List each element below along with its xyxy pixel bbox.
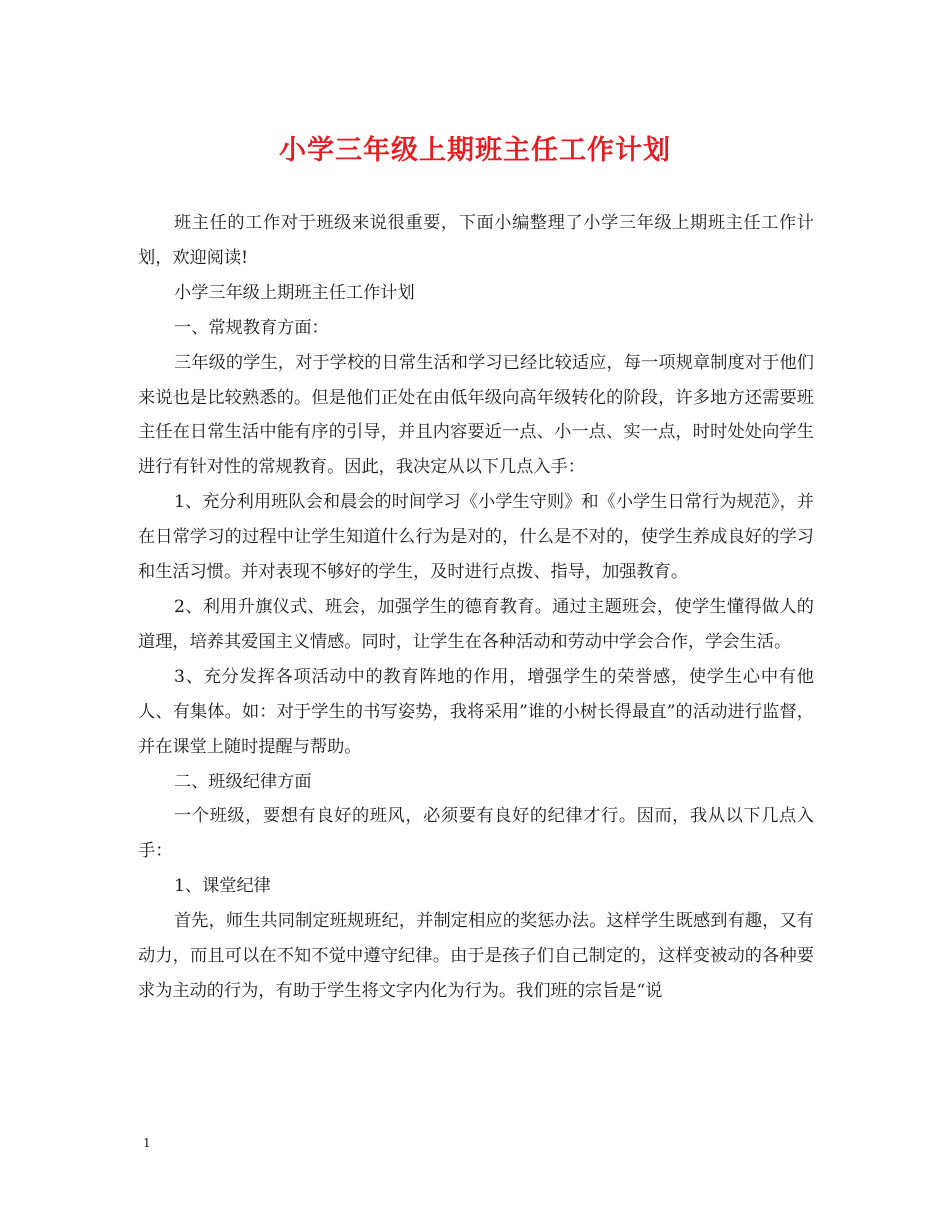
document-body bbox=[138, 206, 814, 1009]
list-item-paragraph: 1、充分利用班队会和晨会的时间学习《小学生守则》和《小学生日常行为规范》，并在日常学习的过程中让学生知道什么行为是对的，什么是不对的，使学生养成良好的学习和生活习惯。并对表现不够好的学生，及时进行点拨、指导，加强教育。 bbox=[138, 492, 814, 583]
subtitle-paragraph: 小学三年级上期班主任工作计划 bbox=[174, 282, 415, 303]
body-paragraph: 一个班级，要想有良好的班风，必须要有良好的纪律才行。因而，我从以下几点入手： bbox=[138, 806, 814, 862]
body-paragraph: 首先，师生共同制定班规班纪，并制定相应的奖惩办法。这样学生既感到有趣，又有动力，而且可以在不知不觉中遵守纪律。由于是孩子们自己制定的，这样变被动的各种要求为主动的行为，有助于学生将文字内化为行为。我们班的宗旨是“说 bbox=[138, 911, 814, 1001]
document-title: 小学三年级上期班主任工作计划 bbox=[279, 135, 671, 166]
subsection-heading-classroom-discipline: 1、课堂纪律 bbox=[174, 876, 271, 897]
list-item-paragraph: 2、利用升旗仪式、班会，加强学生的德育教育。通过主题班会，使学生懂得做人的道理，培养其爱国主义情感。同时，让学生在各种活动和劳动中学会合作，学会生活。 bbox=[138, 596, 814, 652]
section-heading-class-discipline: 二、班级纪律方面 bbox=[174, 771, 312, 792]
list-item-paragraph: 3、充分发挥各项活动中的教育阵地的作用，增强学生的荣誉感，使学生心中有他人、有集体。如：对于学生的书写姿势，我将采用”谁的小树长得最直”的活动进行监督，并在课堂上随时提醒与帮助。 bbox=[138, 666, 814, 757]
page-number: 1 bbox=[143, 1136, 151, 1150]
body-paragraph: 三年级的学生，对于学校的日常生活和学习已经比较适应，每一项规章制度对于他们来说也是比较熟悉的。但是他们正处在由低年级向高年级转化的阶段，许多地方还需要班主任在日常生活中能有序的引导，并且内容要近一点、小一点、实一点，时时处处向学生进行有针对性的常规教育。因此，我决定从以下几点入手： bbox=[138, 352, 814, 478]
intro-paragraph: 班主任的工作对于班级来说很重要，下面小编整理了小学三年级上期班主任工作计划，欢迎阅读! bbox=[138, 213, 814, 268]
section-heading-routine-education: 一、常规教育方面： bbox=[174, 317, 329, 338]
